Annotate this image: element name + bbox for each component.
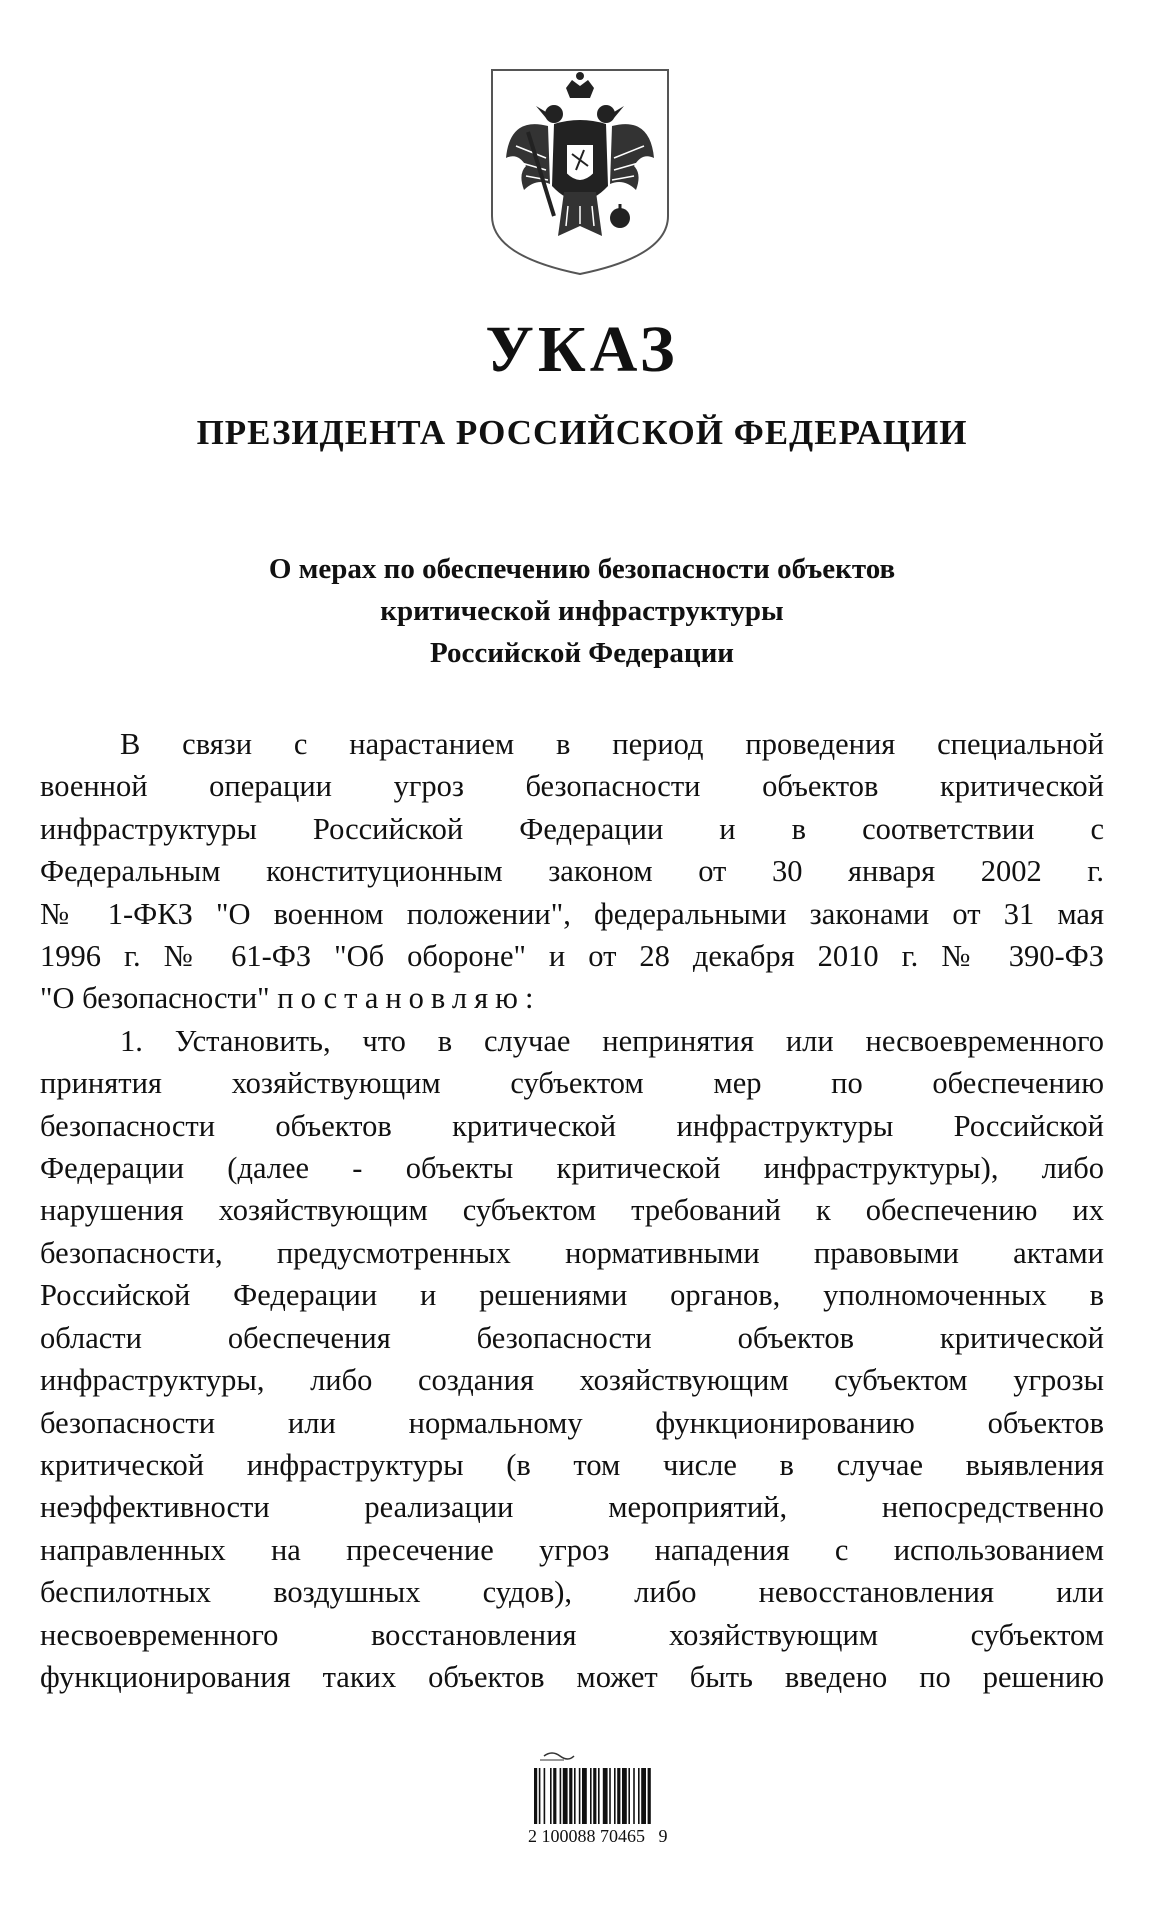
text-line: функционирования таких объектов может быть введено по решению [40, 1659, 1104, 1694]
russian-coat-of-arms-icon [488, 66, 672, 278]
text-fragment: "О безопасности" [40, 981, 278, 1016]
document-heading [0, 548, 1164, 674]
text-line: неэффективности реализации мероприятий, непосредственно [40, 1490, 1104, 1525]
text-line: направленных на пресечение угроз нападения с использованием [40, 1532, 1104, 1567]
text-line: безопасности объектов критической инфраструктуры Российской [40, 1108, 1104, 1143]
text-line: Российской Федерации и решениями органов, уполномоченных в [40, 1278, 1104, 1313]
text-line: беспилотных воздушных судов), либо невосстановления или [40, 1575, 1104, 1610]
text-line: Федерации (далее - объекты критической инфраструктуры), либо [40, 1151, 1104, 1186]
text-line: критической инфраструктуры (в том числе в случае выявления [40, 1447, 1104, 1482]
text-line: 1. Установить, что в случае непринятия или несвоевременного [120, 1023, 1104, 1058]
document-title: УКАЗ [485, 313, 679, 386]
barcode-number: 2 100088 70465 9 [528, 1826, 668, 1846]
text-line: области обеспечения безопасности объектов критической [40, 1320, 1104, 1355]
text-line: принятия хозяйствующим субъектом мер по обеспечению [40, 1066, 1104, 1101]
text-line: В связи с нарастанием в период проведения специальной [120, 727, 1104, 761]
text-line: безопасности или нормальному функционированию объектов [40, 1405, 1104, 1440]
text-line: несвоевременного восстановления хозяйствующим субъектом [40, 1617, 1104, 1652]
text-line: военной операции угроз безопасности объектов критической [40, 769, 1104, 804]
text-line: нарушения хозяйствующим субъектом требований к обеспечению их [40, 1193, 1104, 1228]
text-line [40, 977, 1104, 1019]
text-line: Федеральным конституционным законом от 30 января 2002 г. [40, 854, 1104, 889]
document-subtitle: ПРЕЗИДЕНТА РОССИЙСКОЙ ФЕДЕРАЦИИ [196, 413, 968, 452]
text-line: безопасности, предусмотренных нормативными правовыми актами [40, 1235, 1104, 1270]
decree-word: постановляю: [277, 981, 541, 1016]
heading-line: Российской Федерации [429, 637, 734, 669]
document-body [40, 723, 1104, 1698]
heading-line: критической инфраструктуры [380, 595, 784, 627]
text-line: 1996 г. № 61-ФЗ "Об обороне" и от 28 декабря 2010 г. № 390-ФЗ [40, 939, 1104, 974]
text-line: № 1-ФКЗ "О военном положении", федеральными законами от 31 мая [40, 896, 1104, 931]
item-1-paragraph [40, 1020, 1104, 1699]
heading-line: О мерах по обеспечению безопасности объектов [268, 553, 896, 585]
intro-paragraph [40, 723, 1104, 1020]
text-line: инфраструктуры Российской Федерации и в соответствии с [40, 811, 1104, 846]
text-line: инфраструктуры, либо создания хозяйствующим субъектом угрозы [40, 1363, 1104, 1398]
